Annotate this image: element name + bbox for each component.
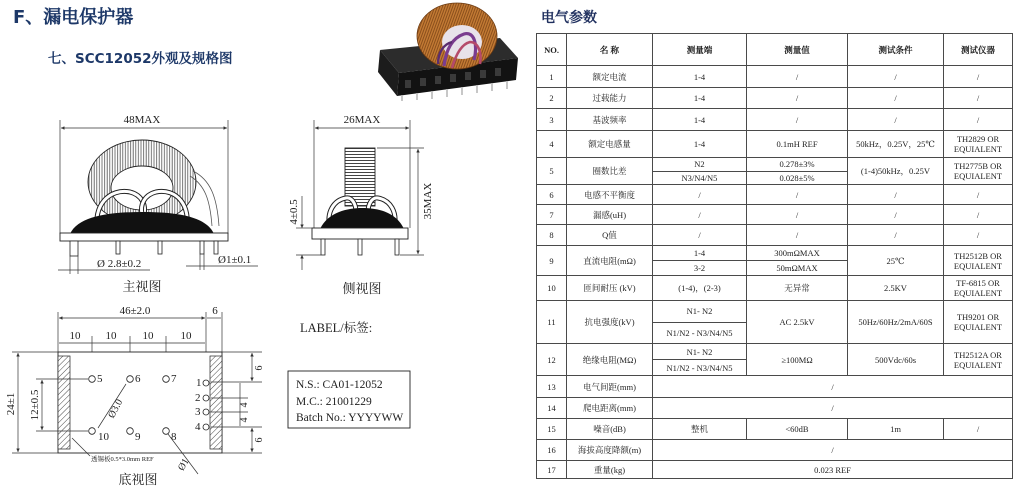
param-condition: 1m — [848, 419, 944, 440]
bottom-view-pitch-dim: 10 — [180, 330, 192, 342]
side-view-caption: 侧视图 — [342, 281, 382, 296]
param-name: 海拔高度降额(m) — [567, 440, 653, 461]
param-value: 50mΩMAX — [747, 261, 848, 276]
bottom-view-depth-dim: 24±1 — [5, 392, 17, 416]
param-name: 绝缘电阻(MΩ) — [567, 344, 653, 376]
param-condition: (1-4)50kHz，0.25V — [848, 158, 944, 185]
param-value: / — [747, 88, 848, 109]
param-instrument: TH2829 OR EQUIALENT — [944, 131, 1013, 158]
table-row — [537, 88, 1013, 109]
param-name: 电感不平衡度 — [567, 185, 653, 205]
param-value: / — [747, 109, 848, 131]
param-instrument: / — [944, 66, 1013, 88]
param-name: 额定电感量 — [567, 131, 653, 158]
param-no: 8 — [537, 225, 567, 246]
label-title: LABEL/标签: — [300, 321, 373, 335]
param-condition: 50Hz/60Hz/2mA/60S — [848, 301, 944, 344]
param-name: 噪音(dB) — [567, 419, 653, 440]
section-title: F、漏电保护器 — [13, 7, 134, 28]
param-value: / — [747, 66, 848, 88]
param-value: 0.278±3% — [747, 158, 848, 172]
pin-label: 8 — [171, 431, 177, 443]
table-row — [537, 419, 1013, 440]
param-name: 爬电距离(mm) — [567, 398, 653, 419]
param-condition: / — [848, 109, 944, 131]
param-value: ≥100MΩ — [747, 344, 848, 376]
param-condition: / — [848, 205, 944, 225]
param-name: 额定电流 — [567, 66, 653, 88]
bottom-view-row-spacing-dim: 12±0.5 — [29, 389, 41, 421]
main-view-width-dim: 48MAX — [123, 114, 161, 126]
param-no: 2 — [537, 88, 567, 109]
column-header: 测量值 — [747, 34, 848, 66]
bottom-view-pitch-dim: 10 — [142, 330, 154, 342]
param-instrument: TH2512A OR EQUIALENT — [944, 344, 1013, 376]
param-terminal: 1-4 — [653, 246, 747, 261]
param-value: / — [747, 185, 848, 205]
param-value: / — [747, 205, 848, 225]
param-terminal: 1-4 — [653, 66, 747, 88]
bottom-view-drawing — [5, 305, 265, 487]
param-name: 圈数比差 — [567, 158, 653, 185]
param-span-value: / — [653, 376, 1013, 398]
param-value: / — [747, 225, 848, 246]
param-no: 15 — [537, 419, 567, 440]
side-view-drawing — [288, 114, 434, 296]
param-name: 重量(kg) — [567, 461, 653, 479]
pin-label: 5 — [97, 373, 103, 385]
param-no: 1 — [537, 66, 567, 88]
bottom-view-edge-offset-dim: 6 — [212, 305, 218, 317]
param-name: 电气间距(mm) — [567, 376, 653, 398]
param-instrument: / — [944, 109, 1013, 131]
column-header: 测试仪器 — [944, 34, 1013, 66]
table-row — [537, 225, 1013, 246]
side-view-pin-length-dim: 4±0.5 — [288, 199, 300, 225]
param-instrument: / — [944, 225, 1013, 246]
bottom-view-right-dim: 6 — [254, 437, 265, 443]
param-span-value: / — [653, 398, 1013, 419]
param-no: 3 — [537, 109, 567, 131]
param-span-value: 0.023 REF — [653, 461, 1013, 479]
param-instrument: TH9201 OR EQUIALENT — [944, 301, 1013, 344]
pin-label: 9 — [135, 431, 141, 443]
param-instrument: / — [944, 88, 1013, 109]
param-value: 300mΩMAX — [747, 246, 848, 261]
side-view-height-dim: 35MAX — [422, 182, 434, 220]
param-no: 4 — [537, 131, 567, 158]
param-value: 0.1mH REF — [747, 131, 848, 158]
pin-label: 4 — [195, 421, 201, 433]
param-condition: / — [848, 225, 944, 246]
pin-label: 1 — [196, 377, 202, 389]
param-name: 漏感(uH) — [567, 205, 653, 225]
table-row — [537, 66, 1013, 88]
param-name: 过载能力 — [567, 88, 653, 109]
param-no: 14 — [537, 398, 567, 419]
bottom-view-pin-note: 透锡板0.5*3.0mm REF — [91, 456, 154, 463]
bottom-view-right-dim: 4 — [239, 417, 250, 423]
param-name: 直流电阻(mΩ) — [567, 246, 653, 276]
param-instrument: / — [944, 205, 1013, 225]
main-view-pin-diameter-dim: Ø 2.8±0.2 — [97, 258, 142, 270]
param-name: 抗电强度(kV) — [567, 301, 653, 344]
label-line: Batch No.: YYYYWW — [296, 412, 404, 424]
param-terminal: 1-4 — [653, 131, 747, 158]
param-no: 11 — [537, 301, 567, 344]
label-line: M.C.: 21001229 — [296, 396, 372, 408]
table-row — [537, 440, 1013, 461]
param-name: Q值 — [567, 225, 653, 246]
param-no: 9 — [537, 246, 567, 276]
param-condition: 25℃ — [848, 246, 944, 276]
param-terminal: 整机 — [653, 419, 747, 440]
param-span-value: / — [653, 440, 1013, 461]
param-name: 匝间耐压 (kV) — [567, 276, 653, 301]
pin-label: 10 — [98, 431, 109, 443]
table-row — [537, 246, 1013, 261]
side-view-width-dim: 26MAX — [343, 114, 381, 126]
param-terminal: N2 — [653, 158, 747, 172]
drawing-subtitle: 七、SCC12052外观及规格图 — [48, 51, 233, 67]
param-condition: / — [848, 88, 944, 109]
param-condition: / — [848, 185, 944, 205]
param-no: 17 — [537, 461, 567, 479]
main-view-drawing — [58, 114, 258, 294]
param-terminal: N3/N4/N5 — [653, 171, 747, 185]
param-no: 6 — [537, 185, 567, 205]
table-row — [537, 185, 1013, 205]
pin-label: 3 — [195, 406, 201, 418]
param-terminal: N1- N2 — [653, 301, 747, 323]
param-instrument: / — [944, 185, 1013, 205]
main-view-caption: 主视图 — [122, 279, 162, 294]
param-value: 0.028±5% — [747, 171, 848, 185]
column-header: 测量端 — [653, 34, 747, 66]
param-condition: / — [848, 66, 944, 88]
param-terminal: (1-4)，(2-3) — [653, 276, 747, 301]
params-title: 电气参数 — [541, 10, 597, 26]
bottom-view-right-dim: 6 — [254, 365, 265, 371]
param-name: 基波频率 — [567, 109, 653, 131]
bottom-view-width-dim: 46±2.0 — [119, 305, 151, 317]
bottom-view-caption: 底视图 — [118, 472, 158, 487]
param-instrument: TF-6815 OR EQUIALENT — [944, 276, 1013, 301]
electrical-params-table — [536, 33, 1013, 479]
pin-label: 6 — [135, 373, 141, 385]
param-value: 无异常 — [747, 276, 848, 301]
bottom-view-pitch-dim: 10 — [69, 330, 81, 342]
param-terminal: / — [653, 185, 747, 205]
param-instrument: TH2512B OR EQUIALENT — [944, 246, 1013, 276]
table-row — [537, 276, 1013, 301]
column-header: 测试条件 — [848, 34, 944, 66]
bottom-view-hole-diameter-dim: Ø3.0 — [106, 397, 126, 421]
bottom-view-pitch-dim: 10 — [105, 330, 117, 342]
pin-label: 7 — [171, 373, 177, 385]
pin-label: 2 — [195, 392, 201, 404]
param-no: 5 — [537, 158, 567, 185]
table-row — [537, 158, 1013, 172]
bottom-view-pin-diameter-dim: Ø1 — [176, 456, 192, 473]
param-instrument: TH2775B OR EQUIALENT — [944, 158, 1013, 185]
bottom-view-right-dim: 4 — [239, 402, 250, 408]
table-row — [537, 205, 1013, 225]
label-block — [288, 320, 410, 428]
param-value: <60dB — [747, 419, 848, 440]
table-row — [537, 398, 1013, 419]
param-terminal: 1-4 — [653, 88, 747, 109]
param-no: 7 — [537, 205, 567, 225]
param-condition: 2.5KV — [848, 276, 944, 301]
param-value: AC 2.5kV — [747, 301, 848, 344]
param-no: 13 — [537, 376, 567, 398]
param-terminal: / — [653, 225, 747, 246]
param-condition: 500Vdc/60s — [848, 344, 944, 376]
table-row — [537, 461, 1013, 479]
param-no: 16 — [537, 440, 567, 461]
label-line: N.S.: CA01-12052 — [296, 379, 383, 391]
table-row — [537, 344, 1013, 360]
table-row — [537, 376, 1013, 398]
param-instrument: / — [944, 419, 1013, 440]
table-row — [537, 131, 1013, 158]
param-terminal: / — [653, 205, 747, 225]
column-header: NO. — [537, 34, 567, 66]
table-row — [537, 109, 1013, 131]
param-terminal: N1/N2 - N3/N4/N5 — [653, 360, 747, 376]
main-view-wire-diameter-dim: Ø1±0.1 — [218, 254, 252, 266]
table-header-row — [537, 34, 1013, 66]
table-row — [537, 301, 1013, 323]
param-terminal: 3-2 — [653, 261, 747, 276]
param-terminal: N1/N2 - N3/N4/N5 — [653, 322, 747, 344]
param-no: 12 — [537, 344, 567, 376]
column-header: 名 称 — [567, 34, 653, 66]
param-no: 10 — [537, 276, 567, 301]
param-terminal: 1-4 — [653, 109, 747, 131]
param-condition: 50kHz，0.25V，25℃ — [848, 131, 944, 158]
param-terminal: N1- N2 — [653, 344, 747, 360]
product-photo — [378, 3, 518, 101]
